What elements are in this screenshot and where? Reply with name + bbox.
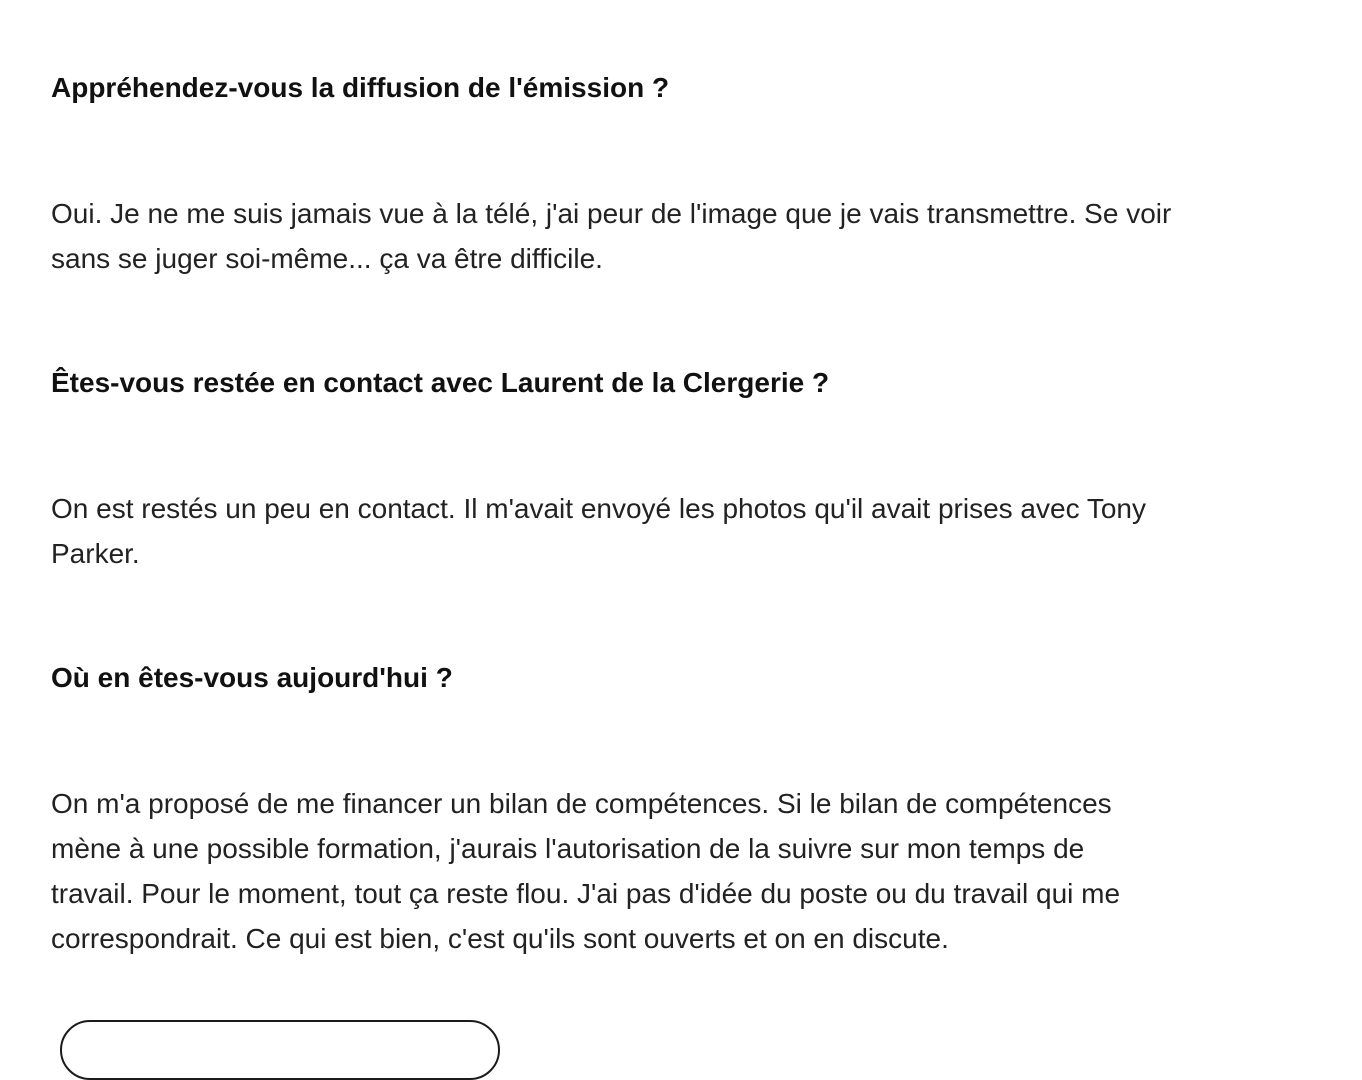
question-heading: Appréhendez-vous la diffusion de l'émission ? bbox=[51, 72, 670, 103]
question-heading: Êtes-vous restée en contact avec Laurent de la Clergerie ? bbox=[51, 367, 830, 398]
answer-line: On m'a proposé de me financer un bilan de compétences. Si le bilan de compétences bbox=[51, 788, 1112, 819]
answer-paragraph bbox=[51, 486, 1313, 576]
answer-line: mène à une possible formation, j'aurais l'autorisation de la suivre sur mon temps de bbox=[51, 833, 1085, 864]
answer-paragraph bbox=[51, 191, 1313, 281]
answer-paragraph bbox=[51, 781, 1313, 961]
answer-line: correspondrait. Ce qui est bien, c'est qu'ils sont ouverts et on en discute. bbox=[51, 923, 949, 954]
answer-line: Parker. bbox=[51, 538, 140, 569]
question-heading: Où en êtes-vous aujourd'hui ? bbox=[51, 662, 453, 693]
answer-line: Oui. Je ne me suis jamais vue à la télé, j'ai peur de l'image que je vais transmettre. Se voir bbox=[51, 198, 1172, 229]
answer-line: travail. Pour le moment, tout ça reste flou. J'ai pas d'idée du poste ou du travail qui me bbox=[51, 878, 1121, 909]
answer-line: On est restés un peu en contact. Il m'avait envoyé les photos qu'il avait prises avec Tony bbox=[51, 493, 1146, 524]
partially-visible-button[interactable] bbox=[60, 1020, 500, 1080]
answer-line: sans se juger soi-même... ça va être difficile. bbox=[51, 243, 603, 274]
